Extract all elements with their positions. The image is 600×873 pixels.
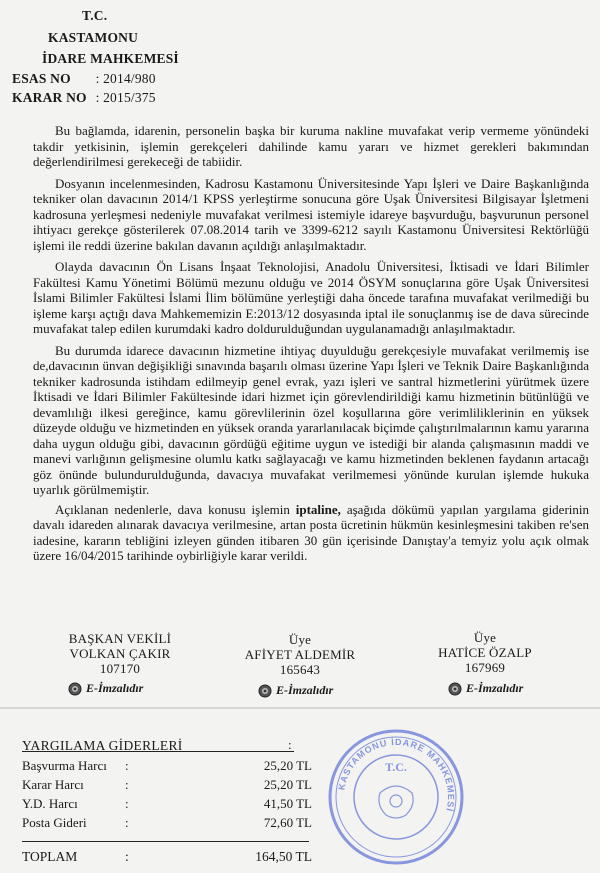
signature-name: HATİCE ÖZALP — [438, 645, 532, 660]
costs-title: YARGILAMA GİDERLERİ — [22, 738, 183, 753]
signature-role: Üye — [473, 630, 497, 645]
header-tc: T.C. — [82, 8, 108, 23]
cost-value — [212, 758, 312, 774]
cost-value — [212, 815, 312, 831]
paragraph-3: Olayda davacının Ön Lisans İnşaat Teknolojisi, Anadolu Üniversitesi, İktisadi ve İdari Bilimler Fakültesi Kamu Yönetimi Bölümü mezunu olduğu ve 2014 ÖSYM sonuçlarına göre Uşak Üniversitesi İslami Bilimler Fakültesi İslami İlim bölümüne yerleştiği daha öncede tarafına muvafakat verilmediği bu işleme karşı açtığı dava Mahkememizin E:2013/12 dosyasında iptal ile sonuçlanmış ise de dava sürecinde muvafakat talep edilen kurumdaki kadro doldurulduğundan uygulanamadığı anlaşılmaktadır. — [33, 259, 589, 336]
e-signature-member-1 — [258, 683, 333, 698]
cost-separator: : — [125, 777, 129, 792]
cost-row — [22, 815, 312, 831]
karar-value: : 2015/375 — [95, 90, 156, 105]
paragraph-2: Dosyanın incelenmesinden, Kadrosu Kastamonu Üniversitesinde Yapı İşleri ve Daire Başkanlığında tekniker olan davacının 2014/1 KPSS yerleştirme sonucuna göre Uşak Üniversitesi Bilgisayar İşletmeni kadrosuna yerleşmesi nedeniyle muvafakat verilmesi istemiyle idareye başvurduğu, başvurunun personel ihtiyacı gerekçe gösterilerek 07.08.2014 tarih ve 3399-6212 sayılı Kastamonu Üniversitesi Rektörlüğü işlemi ile reddi üzerine bakılan davanın açıldığı anlaşılmaktadır. — [33, 175, 589, 253]
total-separator: : — [125, 849, 129, 864]
signature-block-member-1 — [225, 632, 375, 677]
karar-label: KARAR NO — [12, 90, 87, 105]
cost-amount: 72,60 — [263, 815, 294, 830]
total-value — [255, 849, 312, 865]
cost-label: Karar Harcı — [22, 777, 84, 792]
cost-unit: TL — [296, 758, 312, 773]
total-unit: TL — [295, 849, 312, 864]
cost-separator: : — [125, 815, 129, 830]
e-signature-seal-icon — [68, 682, 82, 696]
cost-label: Posta Gideri — [22, 815, 87, 830]
total-amount: 164,50 — [255, 849, 293, 864]
e-signature-label: E-İmzalıdır — [466, 681, 524, 695]
cost-amount: 41,50 — [263, 796, 294, 811]
decision-body — [33, 123, 589, 570]
paragraph-5-start: Açıklanan nedenlerle, dava konusu işlemin — [55, 501, 296, 517]
signature-name: VOLKAN ÇAKIR — [69, 646, 171, 661]
signature-role: BAŞKAN VEKİLİ — [68, 631, 172, 646]
stamp-center-text: T.C. — [385, 760, 407, 774]
paragraph-5-verdict: iptaline, — [295, 501, 341, 517]
cost-amount: 25,20 — [263, 777, 294, 792]
court-city: KASTAMONU — [48, 30, 139, 45]
page-divider — [0, 707, 600, 709]
cost-value — [212, 777, 312, 793]
cost-row — [22, 777, 312, 793]
cost-label: Y.D. Harcı — [22, 796, 78, 811]
cost-unit: TL — [296, 777, 312, 792]
signature-registry: 167969 — [464, 660, 506, 675]
cost-label: Başvurma Harcı — [22, 758, 107, 773]
e-signature-chair — [68, 681, 143, 696]
signature-registry: 165643 — [279, 662, 321, 677]
signature-role: Üye — [288, 632, 312, 647]
total-label: TOPLAM — [22, 849, 78, 864]
cost-unit: TL — [296, 796, 312, 811]
karar-no-row — [12, 90, 156, 106]
signature-block-chair — [40, 631, 200, 676]
esas-label: ESAS NO — [12, 71, 71, 86]
signature-name: AFİYET ALDEMİR — [244, 647, 356, 662]
cost-amount: 25,20 — [263, 758, 294, 773]
signature-block-member-2 — [400, 630, 570, 675]
e-signature-seal-icon — [448, 682, 462, 696]
paragraph-5 — [33, 502, 589, 564]
paragraph-4: Bu durumda idarece davacının hizmetine ihtiyaç duyulduğu gerekçesiyle muvafakat verilmemiş ise de,davacının ünvan değişikliği sınavında başarılı olması üzerine Yapı İşleri ve Teknik Daire Başkanlığında tekniker kadrosunda istihdam edilmeyip genel evrak, yazı işleri ve santral hizmetlerini yürütmek üzere İktisadi ve İdari Bilimler Fakültesinde idari hizmet için görevlendirildiği kamu hizmetinin bütünlüğü ve devamlılığı ilkesi gereğince, kamu görevlilerinin özel koşullarına göre verimliliklerinin en yüksek düzeyde olduğu ve hizmetinden en yüksek oranda yararlanılacak biçimde çalıştırılmalarının kamu yararına daha uygun olduğu gibi, davacının gördüğü eğitime uygun ve istediği bir alanda çalışmasının maddi ve manevi varlığının gelişmesine olumlu katkı sağlayacağı ve kamu hizmetinden beklenen faydanın artacağı göz önünde bulundurulduğunda, davacıya muvafakat verilmemesi yönünde kurulan işlemde hukuka uyarlık görülmemiştir. — [33, 342, 589, 497]
cost-separator: : — [125, 796, 129, 811]
esas-no-row — [12, 71, 156, 87]
court-stamp-icon — [326, 727, 466, 867]
total-rule — [22, 841, 309, 842]
e-signature-member-2 — [448, 681, 523, 696]
court-name: İDARE MAHKEMESİ — [42, 51, 179, 66]
e-signature-label: E-İmzalıdır — [86, 681, 144, 695]
cost-row — [22, 796, 312, 812]
cost-unit: TL — [296, 815, 312, 830]
e-signature-seal-icon — [258, 684, 272, 698]
costs-title-colon: : — [288, 737, 292, 752]
paragraph-5-end: aşağıda dökümü yapılan yargılama giderinin davalı idareden alınarak davacıya verilmesine, artan posta ücretinin hükmün kesinleşmesini takiben re'sen iadesine, kararın tebliğini izleyen günden itibaren 30 gün içerisinde Danıştay'a temyiz yolu açık olmak üzere 16/04/2015 tarihinde oybirliğiyle karar verildi. — [33, 501, 589, 563]
cost-separator: : — [125, 758, 129, 773]
costs-title-underline — [22, 751, 294, 752]
cost-value — [212, 796, 312, 812]
paragraph-1: Bu bağlamda, idarenin, personelin başka bir kuruma nakline muvafakat verip vermeme yönündeki takdir yetkisinin, işlemin gerekçeleri dahilinde kamu yararı ve hizmet gerekleri bakımından değerlendirilmesi gerekeceği de tabiidir. — [33, 123, 589, 169]
stamp-ring-text: KASTAMONU İDARE MAHKEMESİ — [336, 736, 457, 814]
signature-registry: 107170 — [99, 661, 141, 676]
esas-value: : 2014/980 — [95, 71, 156, 86]
e-signature-label: E-İmzalıdır — [276, 683, 334, 697]
cost-row — [22, 758, 312, 774]
